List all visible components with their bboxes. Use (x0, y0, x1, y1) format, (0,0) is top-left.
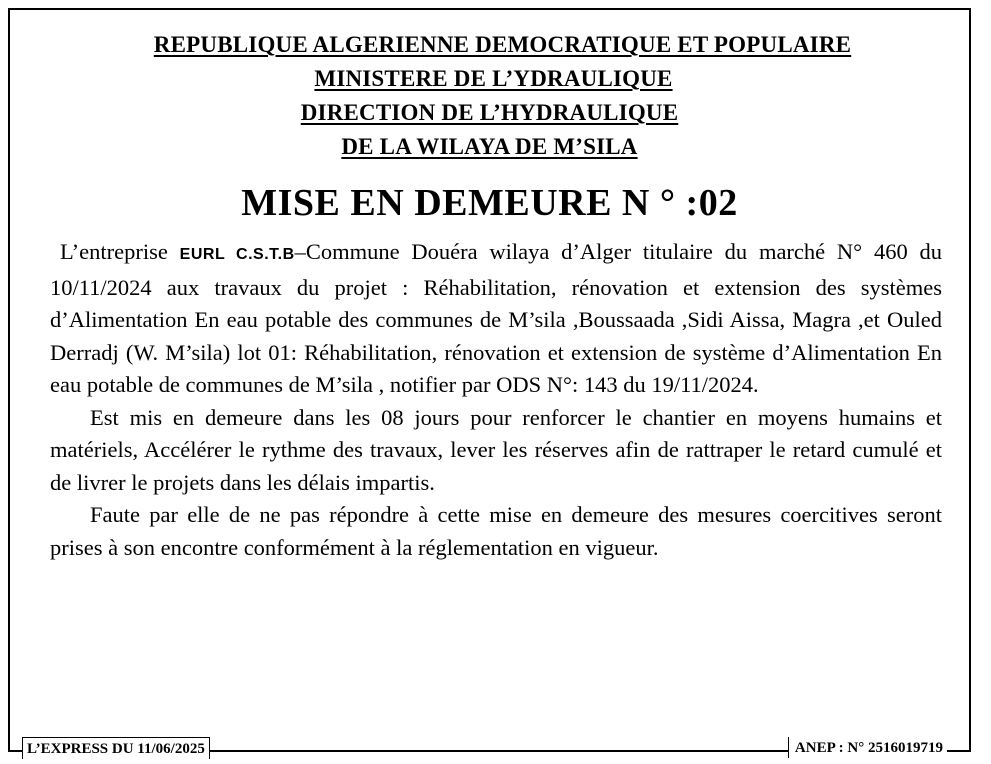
notice-body (50, 236, 942, 564)
paragraph-consequence: Faute par elle de ne pas répondre à cette mise en demeure des mesures coercitives seront prises à son encontre conformément à la réglementation en vigueur. (50, 502, 942, 560)
paragraph-contract (50, 236, 942, 402)
header-ministry: MINISTERE DE L’YDRAULIQUE (314, 66, 673, 91)
notice-title: MISE EN DEMEURE N ° :02 (241, 182, 738, 224)
header-wilaya: DE LA WILAYA DE M’SILA (341, 134, 638, 159)
paragraph-demand: Est mis en demeure dans les 08 jours pour renforcer le chantier en moyens humains et matériels, Accélérer le rythme des travaux, lever les réserves afin de rattraper le retard cumulé et de livrer le projets dans les délais impartis. (50, 404, 942, 495)
company-name: EURL C.S.T.B (179, 246, 295, 263)
header-direction: DIRECTION DE L’HYDRAULIQUE (300, 100, 679, 125)
publication-source: L’EXPRESS DU 11/06/2025 (22, 737, 210, 759)
contract-text: –Commune Douéra wilaya d’Alger titulaire du marché N° 460 du 10/11/2024 aux travaux du projet : Réhabilitation, rénovation et extension des systèmes d’Alimentation En eau potable des communes de M’sila ,Boussaada ,Sidi Aissa, Magra ,et Ouled Derradj (W. M’sila) lot 01: Réhabilitation, rénovation et extension de système d’Alimentation En eau potable de communes de M’sila , notifier par ODS N°: 143 du 19/11/2024. (50, 239, 942, 397)
notice-frame (8, 8, 971, 757)
header-republic: REPUBLIQUE ALGERIENNE DEMOCRATIQUE ET POPULAIRE (153, 32, 852, 57)
intro-prefix: L’entreprise (60, 239, 180, 264)
notice-header (10, 28, 969, 164)
anep-reference: ANEP : N° 2516019719 (788, 737, 947, 758)
